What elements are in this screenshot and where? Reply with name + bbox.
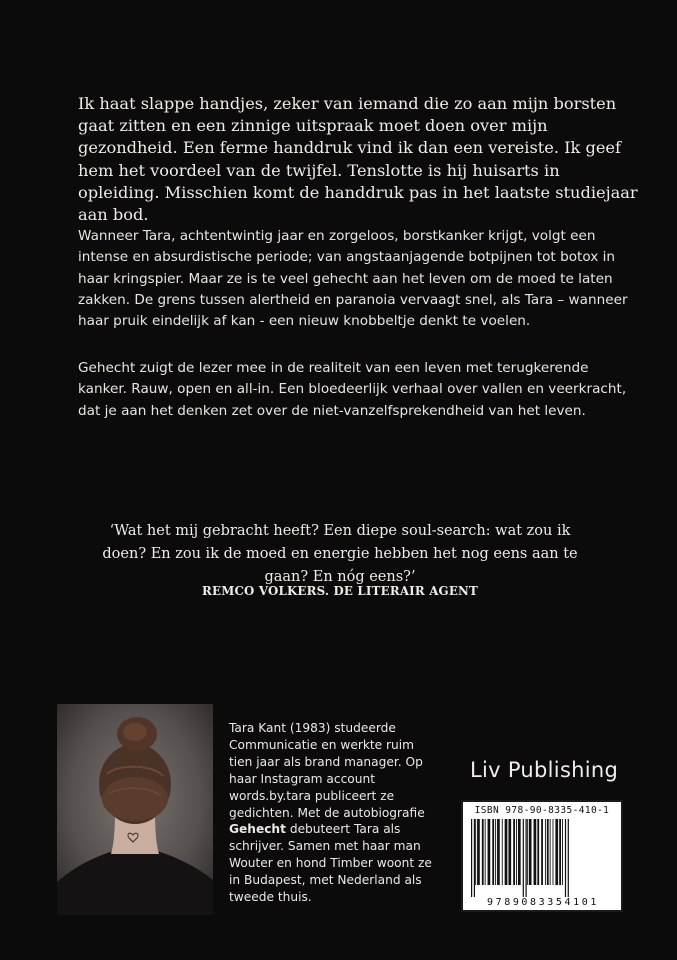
author-bio-text-2: debuteert Tara als schrijver. Samen met haar man Wouter en hond Timber woont ze in Budapest, met Nederland als tweede thuis. (229, 822, 432, 905)
author-bio-book-title: Gehecht (229, 822, 286, 837)
barcode-digits: 9789083354101 (467, 897, 619, 908)
blurb-paragraph-2: Gehecht zuigt de lezer mee in de realiteit van een leven met terugkerende kanker. Rauw, open en all-in. Een bloedeerlijk verhaal over vallen en veerkracht, dat je aan het denken zet over de niet-vanzelfsprekendheid van het leven. (78, 360, 627, 419)
isbn-barcode (461, 800, 623, 912)
book-excerpt: Ik haat slappe handjes, zeker van iemand die zo aan mijn borsten gaat zitten en een zinnige uitspraak moet doen over mijn gezondheid. Een ferme handdruk vind ik dan een vereiste. Ik geef hem het voordeel van de twijfel. Tenslotte is hij huisarts in opleiding. Misschien komt de handdruk pas in het laatste studiejaar aan bod. (78, 94, 638, 225)
author-photo (57, 704, 213, 915)
author-portrait-image (57, 704, 213, 915)
quote-attribution: REMCO VOLKERS. DE LITERAIR AGENT (202, 584, 478, 598)
publisher-name: Liv Publishing (470, 758, 619, 782)
isbn-label: ISBN 978-90-8335-410-1 (474, 805, 610, 816)
author-bio-text-1: Tara Kant (1983) studeerde Communicatie en werkte ruim tien jaar als brand manager. Op haar Instagram account words.by.tara publiceert ze gedichten. Met de autobiografie (229, 721, 425, 820)
barcode-bars (469, 819, 619, 897)
review-quote: ‘Wat het mij gebracht heeft? Een diepe soul-search: wat zou ik doen? En zou ik de moed en energie hebben het nog eens aan te gaan? En nóg eens?’ (102, 523, 578, 585)
author-bio (229, 720, 434, 906)
blurb-paragraph-1: Wanneer Tara, achtentwintig jaar en zorgeloos, borstkanker krijgt, volgt een intense en absurdistische periode; van angstaanjagende botpijnen tot botox in haar kringspier. Maar ze is te veel gehecht aan het leven om de moed te laten zakken. De grens tussen alertheid en paranoia vervaagt snel, als Tara – wanneer haar pruik eindelijk af kan - een nieuw knobbeltje denkt te voelen. (78, 228, 628, 330)
